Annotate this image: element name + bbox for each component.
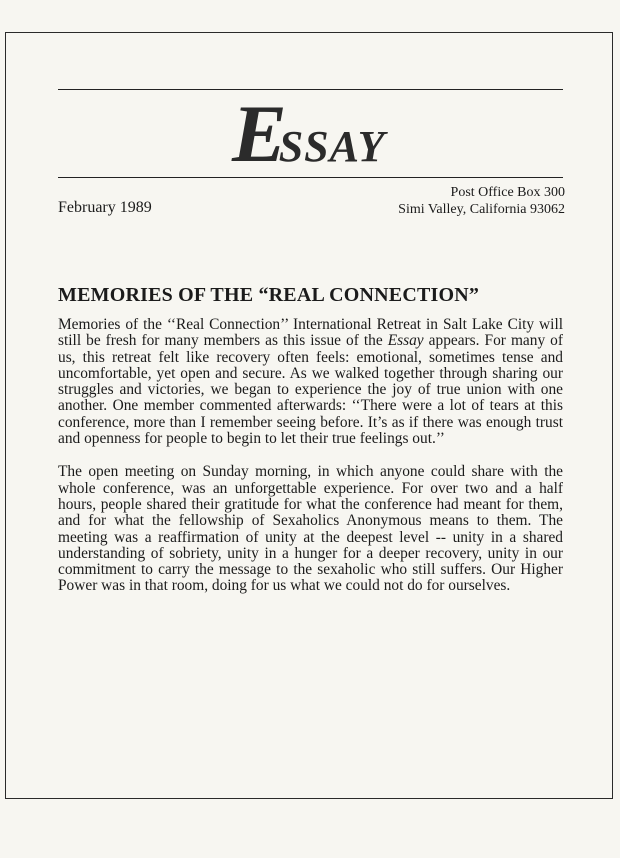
masthead-rest: SSAY	[278, 122, 386, 171]
paragraph-1-text-a: Memories of the ‘‘Real Connection’’ International Retreat in Salt Lake City will still be fresh for many members as this issue of the	[58, 316, 563, 350]
article-paragraph-2: The open meeting on Sunday morning, in which anyone could share with the whole conference, was an unforgettable experience. For over two and a half hours, people shared their gratitude for what the conference had meant for them, and for what the fellowship of Sexaholics Anonymous means to them. The meeting was a reaffirmation of unity at the deepest level -- unity in a shared understanding of sobriety, unity in a hunger for a deeper recovery, unity in our commitment to carry the message to the sexaholic who still suffers. Our Higher Power was in that room, doing for us what we could not do for ourselves.	[58, 463, 563, 595]
article-body	[58, 317, 563, 612]
masthead-top-rule	[58, 89, 563, 90]
issue-date: February 1989	[58, 199, 152, 216]
paragraph-1-text-b: appears. For many of us, this retreat felt like recovery often feels: emotional, sometimes tense and uncomfortable, yet open and secure. As we walked together through sharing our struggles and victories, we began to experience the joy of true union with one another. One member commented afterwards: ‘‘There were a lot of tears at this conference, more than I remember seeing before. It’s as if there was enough trust and openness for people to begin to let their true feelings out.’’	[58, 332, 563, 448]
essay-title-italic: Essay	[387, 332, 424, 350]
masthead-initial: E	[232, 88, 285, 179]
article-paragraph-1	[58, 317, 563, 447]
masthead-title	[232, 88, 386, 179]
mailing-address	[398, 184, 565, 218]
address-line-2: Simi Valley, California 93062	[398, 202, 565, 217]
masthead-bottom-rule	[58, 177, 563, 178]
article-headline: MEMORIES OF THE “REAL CONNECTION”	[58, 284, 480, 306]
address-line-1: Post Office Box 300	[450, 185, 565, 200]
